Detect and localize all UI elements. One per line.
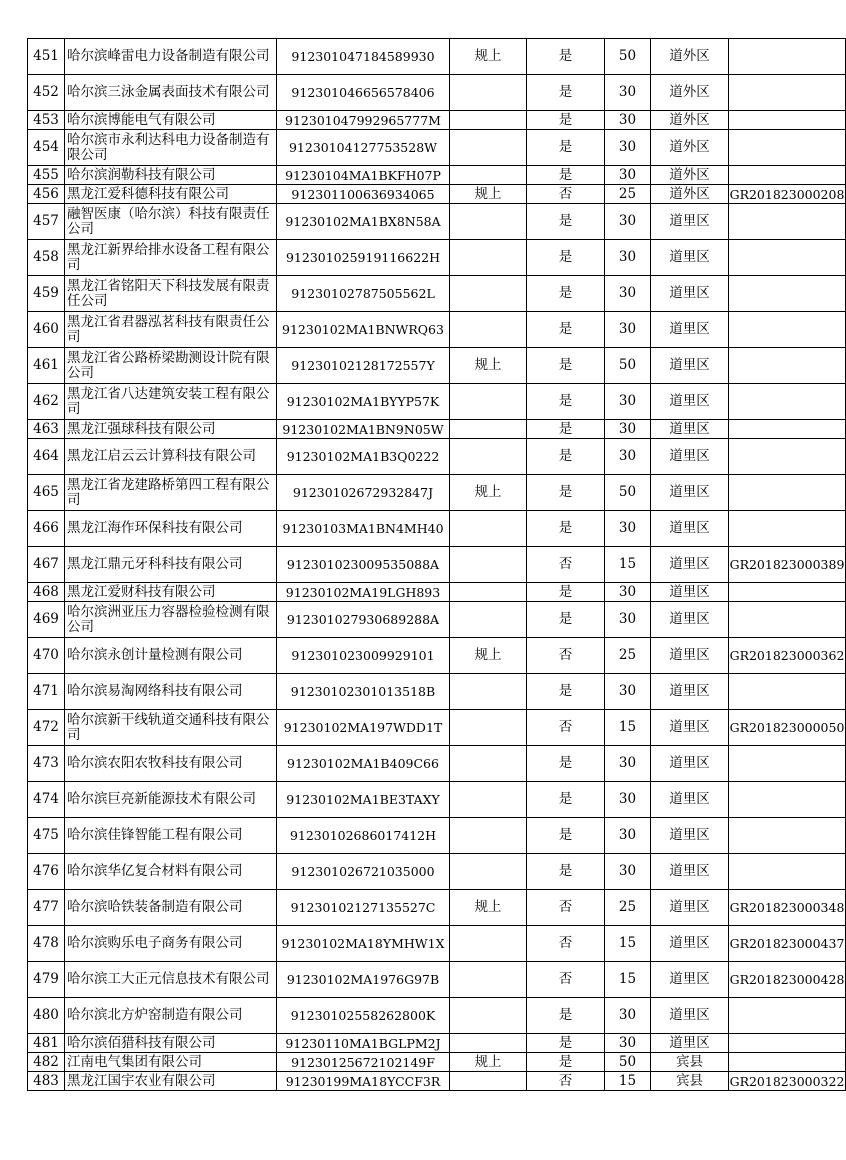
credit-code: 91230102MA1BE3TAXY [277,782,450,818]
credit-code: 912301026721035000 [277,854,450,890]
company-name: 黑龙江省铭阳天下科技发展有限责任公司 [65,276,277,312]
company-name: 黑龙江鼎元牙科科技有限公司 [65,547,277,583]
company-name: 黑龙江省八达建筑安装工程有限公司 [65,384,277,420]
credit-code: 91230125672102149F [277,1053,450,1072]
credit-code: 91230102MA1BX8N58A [277,204,450,240]
district-cell: 道里区 [651,204,729,240]
score-cell: 50 [605,475,651,511]
row-number: 465 [28,475,65,511]
certificate-cell [729,312,846,348]
score-cell: 50 [605,39,651,75]
flag-cell: 是 [527,166,605,185]
flag-cell: 否 [527,710,605,746]
row-number: 470 [28,638,65,674]
certificate-cell [729,746,846,782]
certificate-cell: GR201823000437 [729,926,846,962]
credit-code: 912301023009929101 [277,638,450,674]
row-number: 452 [28,75,65,111]
certificate-cell [729,348,846,384]
row-number: 468 [28,583,65,602]
scale-cell [450,854,527,890]
table-row [28,39,846,75]
table-row [28,312,846,348]
company-name: 哈尔滨购乐电子商务有限公司 [65,926,277,962]
row-number: 460 [28,312,65,348]
scale-cell: 规上 [450,348,527,384]
flag-cell: 是 [527,312,605,348]
district-cell: 道外区 [651,130,729,166]
company-name: 黑龙江新界给排水设备工程有限公司 [65,240,277,276]
certificate-cell: GR201823000428 [729,962,846,998]
company-name: 哈尔滨华亿复合材料有限公司 [65,854,277,890]
flag-cell: 是 [527,439,605,475]
company-name: 哈尔滨佰猎科技有限公司 [65,1034,277,1053]
score-cell: 30 [605,818,651,854]
row-number: 454 [28,130,65,166]
table-row [28,75,846,111]
district-cell: 道里区 [651,602,729,638]
scale-cell [450,1072,527,1091]
flag-cell: 否 [527,890,605,926]
flag-cell: 是 [527,746,605,782]
row-number: 479 [28,962,65,998]
row-number: 481 [28,1034,65,1053]
row-number: 476 [28,854,65,890]
certificate-cell: GR201823000050 [729,710,846,746]
score-cell: 30 [605,782,651,818]
certificate-cell [729,1053,846,1072]
certificate-cell [729,998,846,1034]
row-number: 471 [28,674,65,710]
district-cell: 道里区 [651,710,729,746]
row-number: 463 [28,420,65,439]
district-cell: 道外区 [651,185,729,204]
district-cell: 道里区 [651,475,729,511]
flag-cell: 是 [527,130,605,166]
credit-code: 91230102MA18YMHW1X [277,926,450,962]
table-row [28,1053,846,1072]
score-cell: 30 [605,240,651,276]
flag-cell: 是 [527,1034,605,1053]
scale-cell [450,674,527,710]
score-cell: 15 [605,547,651,583]
scale-cell [450,1034,527,1053]
certificate-cell [729,439,846,475]
company-name: 哈尔滨洲亚压力容器检验检测有限公司 [65,602,277,638]
table-row [28,348,846,384]
company-name: 黑龙江省君器泓茗科技有限责任公司 [65,312,277,348]
credit-code: 91230104MA1BKFH07P [277,166,450,185]
district-cell: 道里区 [651,348,729,384]
table-row [28,674,846,710]
score-cell: 30 [605,204,651,240]
scale-cell [450,439,527,475]
table-row [28,890,846,926]
company-name: 黑龙江爱科德科技有限公司 [65,185,277,204]
score-cell: 15 [605,962,651,998]
company-name: 哈尔滨北方炉窑制造有限公司 [65,998,277,1034]
credit-code: 912301025919116622H [277,240,450,276]
certificate-cell [729,276,846,312]
flag-cell: 是 [527,998,605,1034]
certificate-cell [729,384,846,420]
table-row [28,384,846,420]
certificate-cell [729,818,846,854]
row-number: 456 [28,185,65,204]
table-row [28,1034,846,1053]
company-name: 哈尔滨市永利达科电力设备制造有限公司 [65,130,277,166]
scale-cell: 规上 [450,1053,527,1072]
scale-cell: 规上 [450,475,527,511]
row-number: 462 [28,384,65,420]
score-cell: 30 [605,420,651,439]
table-row [28,547,846,583]
certificate-cell [729,583,846,602]
scale-cell [450,710,527,746]
table-row [28,111,846,130]
row-number: 483 [28,1072,65,1091]
company-name: 黑龙江强球科技有限公司 [65,420,277,439]
flag-cell: 否 [527,962,605,998]
flag-cell: 是 [527,420,605,439]
district-cell: 道里区 [651,926,729,962]
scale-cell [450,962,527,998]
certificate-cell [729,130,846,166]
score-cell: 30 [605,75,651,111]
district-cell: 道里区 [651,384,729,420]
company-name: 融智医康（哈尔滨）科技有限责任公司 [65,204,277,240]
flag-cell: 是 [527,111,605,130]
row-number: 459 [28,276,65,312]
credit-code: 91230102MA1BYYP57K [277,384,450,420]
score-cell: 30 [605,854,651,890]
district-cell: 道外区 [651,111,729,130]
row-number: 464 [28,439,65,475]
credit-code: 91230102558262800K [277,998,450,1034]
company-name: 黑龙江省龙建路桥第四工程有限公司 [65,475,277,511]
scale-cell [450,926,527,962]
score-cell: 30 [605,439,651,475]
table-row [28,276,846,312]
company-name: 黑龙江省公路桥梁勘测设计院有限公司 [65,348,277,384]
certificate-cell [729,475,846,511]
district-cell: 道里区 [651,998,729,1034]
credit-code: 91230102128172557Y [277,348,450,384]
score-cell: 30 [605,674,651,710]
credit-code: 912301100636934065 [277,185,450,204]
credit-code: 91230102MA1BN9N05W [277,420,450,439]
scale-cell [450,384,527,420]
row-number: 453 [28,111,65,130]
certificate-cell [729,420,846,439]
scale-cell [450,818,527,854]
flag-cell: 是 [527,384,605,420]
district-cell: 道里区 [651,674,729,710]
score-cell: 30 [605,511,651,547]
company-name: 黑龙江国宇农业有限公司 [65,1072,277,1091]
score-cell: 30 [605,312,651,348]
credit-code: 91230102MA1976G97B [277,962,450,998]
district-cell: 道外区 [651,75,729,111]
certificate-cell [729,854,846,890]
table-row [28,204,846,240]
score-cell: 30 [605,276,651,312]
company-name: 哈尔滨博能电气有限公司 [65,111,277,130]
table-row [28,710,846,746]
scale-cell [450,547,527,583]
credit-code: 912301027930689288A [277,602,450,638]
scale-cell [450,998,527,1034]
company-name: 黑龙江爱财科技有限公司 [65,583,277,602]
district-cell: 道里区 [651,962,729,998]
score-cell: 30 [605,384,651,420]
district-cell: 道里区 [651,547,729,583]
table-row [28,185,846,204]
district-cell: 道里区 [651,276,729,312]
flag-cell: 是 [527,674,605,710]
credit-code: 91230102672932847J [277,475,450,511]
scale-cell [450,511,527,547]
scale-cell: 规上 [450,185,527,204]
credit-code: 91230102MA19LGH893 [277,583,450,602]
table-row [28,962,846,998]
table-row [28,583,846,602]
company-name: 江南电气集团有限公司 [65,1053,277,1072]
flag-cell: 是 [527,583,605,602]
credit-code: 91230102MA1B409C66 [277,746,450,782]
company-name: 哈尔滨润勒科技有限公司 [65,166,277,185]
district-cell: 道里区 [651,439,729,475]
district-cell: 道里区 [651,638,729,674]
flag-cell: 否 [527,185,605,204]
score-cell: 15 [605,710,651,746]
certificate-cell [729,111,846,130]
row-number: 474 [28,782,65,818]
certificate-cell: GR201823000389 [729,547,846,583]
row-number: 469 [28,602,65,638]
scale-cell [450,75,527,111]
table-row [28,439,846,475]
company-name: 黑龙江启云云计算科技有限公司 [65,439,277,475]
company-name: 哈尔滨易淘网络科技有限公司 [65,674,277,710]
flag-cell: 是 [527,240,605,276]
score-cell: 30 [605,111,651,130]
table-row [28,240,846,276]
score-cell: 30 [605,602,651,638]
table-row [28,782,846,818]
row-number: 473 [28,746,65,782]
score-cell: 30 [605,1034,651,1053]
scale-cell [450,602,527,638]
row-number: 466 [28,511,65,547]
score-cell: 15 [605,926,651,962]
score-cell: 30 [605,130,651,166]
certificate-cell [729,166,846,185]
district-cell: 道里区 [651,746,729,782]
company-name: 黑龙江海作环保科技有限公司 [65,511,277,547]
company-name: 哈尔滨巨亮新能源技术有限公司 [65,782,277,818]
scale-cell [450,166,527,185]
table-row [28,511,846,547]
table-row [28,130,846,166]
flag-cell: 是 [527,782,605,818]
credit-code: 91230102MA1B3Q0222 [277,439,450,475]
scale-cell [450,276,527,312]
certificate-cell [729,204,846,240]
company-name: 哈尔滨农阳农牧科技有限公司 [65,746,277,782]
row-number: 457 [28,204,65,240]
scale-cell [450,130,527,166]
table-row [28,926,846,962]
credit-code: 912301047184589930 [277,39,450,75]
row-number: 480 [28,998,65,1034]
district-cell: 道外区 [651,166,729,185]
credit-code: 91230102301013518B [277,674,450,710]
table-row [28,746,846,782]
enterprise-table [27,38,846,1091]
score-cell: 30 [605,746,651,782]
score-cell: 25 [605,638,651,674]
district-cell: 道里区 [651,240,729,276]
district-cell: 宾县 [651,1053,729,1072]
flag-cell: 是 [527,602,605,638]
company-name: 哈尔滨工大正元信息技术有限公司 [65,962,277,998]
scale-cell [450,583,527,602]
district-cell: 道里区 [651,312,729,348]
district-cell: 道里区 [651,511,729,547]
flag-cell: 是 [527,348,605,384]
score-cell: 50 [605,1053,651,1072]
company-name: 哈尔滨哈铁装备制造有限公司 [65,890,277,926]
credit-code: 91230102686017412H [277,818,450,854]
credit-code: 91230103MA1BN4MH40 [277,511,450,547]
certificate-cell: GR201823000208 [729,186,845,202]
credit-code: 912301046656578406 [277,75,450,111]
table-row [28,166,846,185]
scale-cell [450,312,527,348]
certificate-cell [729,240,846,276]
flag-cell: 是 [527,818,605,854]
credit-code: 91230199MA18YCCF3R [277,1072,450,1091]
certificate-cell [729,1034,846,1053]
table-row [28,818,846,854]
credit-code: 91230102MA1BNWRQ63 [277,312,450,348]
company-name: 哈尔滨三泳金属表面技术有限公司 [65,75,277,111]
company-name: 哈尔滨佳锋智能工程有限公司 [65,818,277,854]
row-number: 455 [28,166,65,185]
flag-cell: 否 [527,638,605,674]
flag-cell: 是 [527,276,605,312]
row-number: 461 [28,348,65,384]
scale-cell [450,420,527,439]
score-cell: 50 [605,348,651,384]
district-cell: 道里区 [651,854,729,890]
row-number: 467 [28,547,65,583]
score-cell: 25 [605,185,651,204]
credit-code: 91230102787505562L [277,276,450,312]
credit-code: 91230110MA1BGLPM2J [277,1034,450,1053]
table-row [28,854,846,890]
certificate-cell: GR201823000322 [729,1073,845,1089]
scale-cell [450,782,527,818]
table-row [28,602,846,638]
flag-cell: 是 [527,75,605,111]
district-cell: 道里区 [651,890,729,926]
district-cell: 道里区 [651,818,729,854]
certificate-cell: GR201823000348 [729,890,846,926]
row-number: 482 [28,1053,65,1072]
scale-cell [450,240,527,276]
credit-code: 91230102127135527C [277,890,450,926]
scale-cell [450,204,527,240]
district-cell: 道里区 [651,782,729,818]
row-number: 475 [28,818,65,854]
table-row [28,998,846,1034]
certificate-cell [729,674,846,710]
certificate-cell [729,39,846,75]
row-number: 478 [28,926,65,962]
district-cell: 道里区 [651,583,729,602]
flag-cell: 是 [527,854,605,890]
flag-cell: 否 [527,547,605,583]
table-row [28,475,846,511]
district-cell: 道外区 [651,39,729,75]
flag-cell: 否 [527,926,605,962]
table-body [28,39,846,1091]
row-number: 472 [28,710,65,746]
scale-cell: 规上 [450,890,527,926]
credit-code: 912301023009535088A [277,547,450,583]
company-name: 哈尔滨新干线轨道交通科技有限公司 [65,710,277,746]
scale-cell: 规上 [450,638,527,674]
table-row [28,420,846,439]
score-cell: 30 [605,998,651,1034]
district-cell: 宾县 [651,1072,729,1091]
row-number: 477 [28,890,65,926]
scale-cell [450,746,527,782]
table-row [28,638,846,674]
score-cell: 30 [605,583,651,602]
score-cell: 25 [605,890,651,926]
credit-code: 91230104127753528W [277,130,450,166]
credit-code: 912301047992965777M [277,111,450,130]
row-number: 458 [28,240,65,276]
company-name: 哈尔滨永创计量检测有限公司 [65,638,277,674]
row-number: 451 [28,39,65,75]
flag-cell: 是 [527,475,605,511]
district-cell: 道里区 [651,420,729,439]
scale-cell [450,111,527,130]
flag-cell: 是 [527,39,605,75]
district-cell: 道里区 [651,1034,729,1053]
flag-cell: 是 [527,1053,605,1072]
certificate-cell [729,782,846,818]
flag-cell: 是 [527,511,605,547]
certificate-cell: GR201823000362 [729,638,846,674]
score-cell: 30 [605,166,651,185]
score-cell: 15 [605,1072,651,1091]
certificate-cell [729,602,846,638]
flag-cell: 是 [527,204,605,240]
company-name: 哈尔滨峰雷电力设备制造有限公司 [65,39,277,75]
table-row [28,1072,846,1091]
certificate-cell [729,511,846,547]
credit-code: 91230102MA197WDD1T [277,710,450,746]
flag-cell: 否 [527,1072,605,1091]
certificate-cell [729,75,846,111]
scale-cell: 规上 [450,39,527,75]
